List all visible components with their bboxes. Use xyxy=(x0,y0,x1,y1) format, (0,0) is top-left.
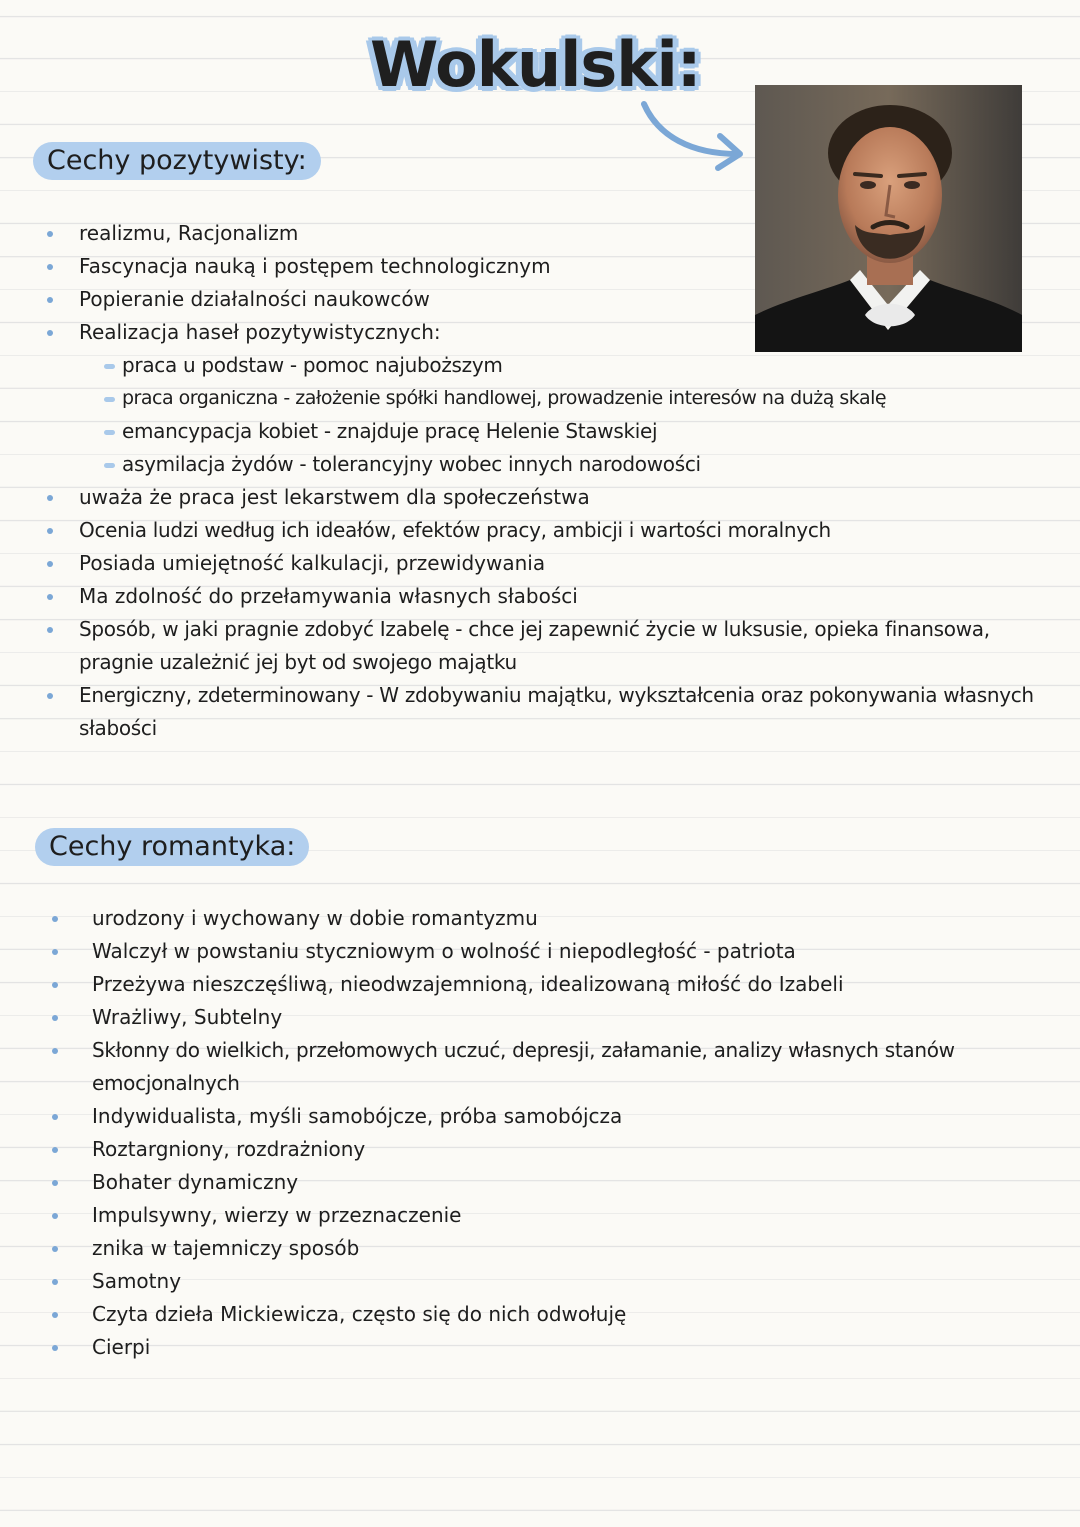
list-item: Impulsywny, wierzy w przeznaczenie xyxy=(0,1199,1042,1232)
list-item: Przeżywa nieszczęśliwą, nieodwzajemnioną, idealizowaną miłość do Izabeli xyxy=(0,968,1042,1001)
sub-list-item: asymilacja żydów - tolerancyjny wobec innych narodowości xyxy=(0,448,1067,481)
bullet-icon xyxy=(52,1180,58,1186)
section-heading-romantic: Cechy romantyka: xyxy=(35,828,309,866)
list-item: Popieranie działalności naukowców xyxy=(0,283,1039,316)
dash-bullet-icon xyxy=(104,364,115,369)
list-item: Realizacja haseł pozytywistycznych: xyxy=(0,316,1039,349)
list-item: Czyta dzieła Mickiewicza, często się do nich odwołuję xyxy=(0,1298,1042,1331)
bullet-icon xyxy=(52,1312,58,1318)
list-item: Ma zdolność do przełamywania własnych słabości xyxy=(0,580,1039,613)
bullet-icon xyxy=(47,627,53,633)
list-item: Ocenia ludzi według ich ideałów, efektów pracy, ambicji i wartości moralnych xyxy=(0,514,1039,547)
sub-list-item: emancypacja kobiet - znajduje pracę Helenie Stawskiej xyxy=(0,415,1067,448)
bullet-icon xyxy=(47,528,53,534)
bullet-icon xyxy=(47,693,53,699)
bullet-icon xyxy=(47,264,53,270)
list-item: Samotny xyxy=(0,1265,1042,1298)
list-item: urodzony i wychowany w dobie romantyzmu xyxy=(0,902,1042,935)
bullet-icon xyxy=(52,982,58,988)
bullet-icon xyxy=(52,1279,58,1285)
list-item: Wrażliwy, Subtelny xyxy=(0,1001,1042,1034)
bullet-icon xyxy=(47,231,53,237)
bullet-icon xyxy=(52,1147,58,1153)
arrow-icon xyxy=(636,96,751,176)
page-title: Wokulski: xyxy=(370,28,701,101)
sub-list-item: praca u podstaw - pomoc najuboższym xyxy=(0,349,1067,382)
romantic-traits-list xyxy=(0,902,1042,1364)
list-item: Indywidualista, myśli samobójcze, próba samobójcza xyxy=(0,1100,1042,1133)
bullet-icon xyxy=(52,1114,58,1120)
list-item: Roztargniony, rozdrażniony xyxy=(0,1133,1042,1166)
bullet-icon xyxy=(52,1048,58,1054)
bullet-icon xyxy=(52,1015,58,1021)
list-item: Bohater dynamiczny xyxy=(0,1166,1042,1199)
bullet-icon xyxy=(52,1345,58,1351)
section-heading-positivist: Cechy pozytywisty: xyxy=(33,142,321,180)
bullet-icon xyxy=(52,1246,58,1252)
bullet-icon xyxy=(47,561,53,567)
list-item: Cierpi xyxy=(0,1331,1042,1364)
dash-bullet-icon xyxy=(104,397,115,402)
positivist-traits-list xyxy=(0,217,1067,745)
list-item: Posiada umiejętność kalkulacji, przewidywania xyxy=(0,547,1039,580)
list-item: Energiczny, zdeterminowany - W zdobywaniu majątku, wykształcenia oraz pokonywania własnych słabości xyxy=(0,679,1044,745)
list-item: Sposób, w jaki pragnie zdobyć Izabelę - chce jej zapewnić życie w luksusie, opieka finansowa, pragnie uzależnić jej byt od swojego majątku xyxy=(0,613,1009,679)
list-item: Fascynacja nauką i postępem technologicznym xyxy=(0,250,1039,283)
sub-list-item: praca organiczna - założenie spółki handlowej, prowadzenie interesów na dużą skalę xyxy=(0,382,1067,415)
list-item: Skłonny do wielkich, przełomowych uczuć, depresji, załamanie, analizy własnych stanów emocjonalnych xyxy=(0,1034,1042,1100)
list-item: Walczył w powstaniu styczniowym o wolność i niepodległość - patriota xyxy=(0,935,1042,968)
list-item: realizmu, Racjonalizm xyxy=(0,217,1039,250)
bullet-icon xyxy=(52,1213,58,1219)
bullet-icon xyxy=(47,495,53,501)
list-item: uważa że praca jest lekarstwem dla społeczeństwa xyxy=(0,481,1039,514)
bullet-icon xyxy=(52,916,58,922)
bullet-icon xyxy=(47,330,53,336)
dash-bullet-icon xyxy=(104,430,115,435)
bullet-icon xyxy=(52,949,58,955)
list-item: znika w tajemniczy sposób xyxy=(0,1232,1042,1265)
bullet-icon xyxy=(47,594,53,600)
dash-bullet-icon xyxy=(104,463,115,468)
bullet-icon xyxy=(47,297,53,303)
